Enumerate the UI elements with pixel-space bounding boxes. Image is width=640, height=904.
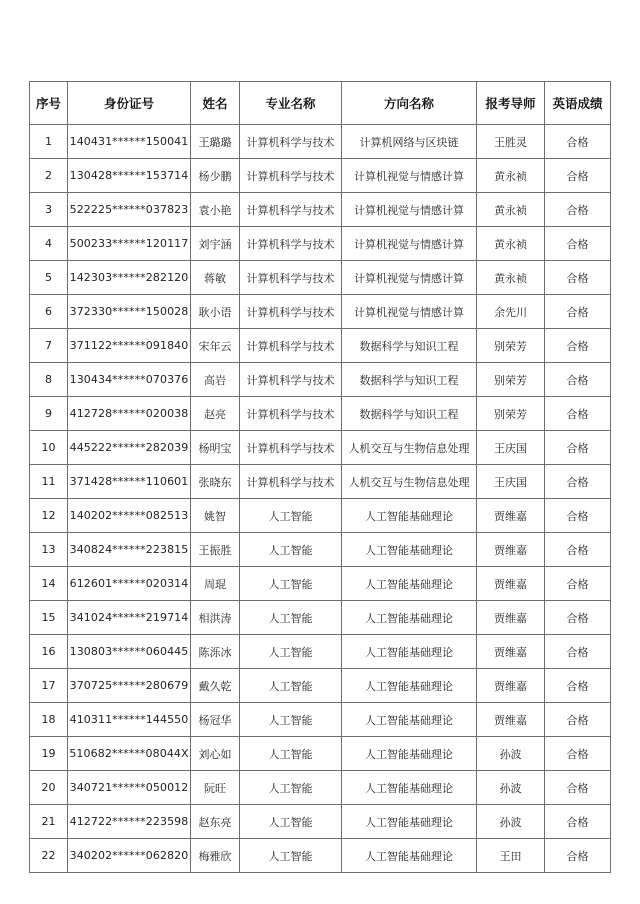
table-body [30, 125, 611, 873]
cell-name: 宋年云 [191, 329, 240, 363]
cell-direction: 人工智能基础理论 [342, 771, 477, 805]
cell-tutor: 王胜灵 [477, 125, 545, 159]
cell-direction: 数据科学与知识工程 [342, 329, 477, 363]
cell-seq: 21 [30, 805, 68, 839]
cell-name: 赵东亮 [191, 805, 240, 839]
cell-id: 341024******219714 [68, 601, 191, 635]
cell-english: 合格 [545, 193, 611, 227]
cell-english: 合格 [545, 805, 611, 839]
cell-direction: 人工智能基础理论 [342, 499, 477, 533]
table-row [30, 499, 611, 533]
cell-tutor: 黄永祯 [477, 261, 545, 295]
cell-direction: 数据科学与知识工程 [342, 363, 477, 397]
cell-seq: 12 [30, 499, 68, 533]
cell-direction: 人工智能基础理论 [342, 839, 477, 873]
header-direction: 方向名称 [342, 82, 477, 125]
cell-english: 合格 [545, 771, 611, 805]
cell-name: 高岩 [191, 363, 240, 397]
cell-direction: 计算机网络与区块链 [342, 125, 477, 159]
cell-seq: 3 [30, 193, 68, 227]
cell-id: 370725******280679 [68, 669, 191, 703]
cell-seq: 10 [30, 431, 68, 465]
cell-name: 耿小语 [191, 295, 240, 329]
table-row [30, 771, 611, 805]
cell-id: 371122******091840 [68, 329, 191, 363]
cell-english: 合格 [545, 329, 611, 363]
cell-major: 计算机科学与技术 [240, 193, 342, 227]
cell-seq: 9 [30, 397, 68, 431]
cell-tutor: 黄永祯 [477, 159, 545, 193]
cell-english: 合格 [545, 125, 611, 159]
cell-english: 合格 [545, 465, 611, 499]
table-row [30, 465, 611, 499]
cell-major: 计算机科学与技术 [240, 397, 342, 431]
cell-tutor: 孙波 [477, 737, 545, 771]
cell-tutor: 别荣芳 [477, 329, 545, 363]
table-row [30, 805, 611, 839]
cell-direction: 数据科学与知识工程 [342, 397, 477, 431]
cell-id: 130434******070376 [68, 363, 191, 397]
cell-id: 340721******050012 [68, 771, 191, 805]
cell-name: 杨明宝 [191, 431, 240, 465]
cell-id: 140431******150041 [68, 125, 191, 159]
cell-major: 计算机科学与技术 [240, 227, 342, 261]
cell-tutor: 贾维嘉 [477, 567, 545, 601]
cell-id: 140202******082513 [68, 499, 191, 533]
cell-direction: 人机交互与生物信息处理 [342, 465, 477, 499]
cell-major: 人工智能 [240, 805, 342, 839]
table-row [30, 601, 611, 635]
table-row [30, 295, 611, 329]
table-row [30, 193, 611, 227]
cell-major: 计算机科学与技术 [240, 159, 342, 193]
cell-id: 130428******153714 [68, 159, 191, 193]
table-row [30, 669, 611, 703]
header-major: 专业名称 [240, 82, 342, 125]
table-row [30, 635, 611, 669]
cell-seq: 18 [30, 703, 68, 737]
cell-seq: 8 [30, 363, 68, 397]
cell-seq: 4 [30, 227, 68, 261]
cell-direction: 计算机视觉与情感计算 [342, 261, 477, 295]
table-row [30, 125, 611, 159]
cell-english: 合格 [545, 363, 611, 397]
cell-tutor: 王田 [477, 839, 545, 873]
cell-direction: 计算机视觉与情感计算 [342, 159, 477, 193]
cell-name: 梅雅欣 [191, 839, 240, 873]
table-row [30, 159, 611, 193]
cell-id: 371428******110601 [68, 465, 191, 499]
cell-direction: 人工智能基础理论 [342, 669, 477, 703]
table-row [30, 431, 611, 465]
cell-direction: 计算机视觉与情感计算 [342, 295, 477, 329]
cell-english: 合格 [545, 703, 611, 737]
table-row [30, 227, 611, 261]
cell-english: 合格 [545, 601, 611, 635]
cell-tutor: 余先川 [477, 295, 545, 329]
cell-english: 合格 [545, 261, 611, 295]
cell-id: 372330******150028 [68, 295, 191, 329]
cell-direction: 人工智能基础理论 [342, 805, 477, 839]
cell-major: 计算机科学与技术 [240, 329, 342, 363]
cell-direction: 计算机视觉与情感计算 [342, 227, 477, 261]
cell-tutor: 贾维嘉 [477, 601, 545, 635]
header-seq: 序号 [30, 82, 68, 125]
cell-id: 142303******282120 [68, 261, 191, 295]
cell-seq: 19 [30, 737, 68, 771]
cell-tutor: 贾维嘉 [477, 703, 545, 737]
cell-name: 周琨 [191, 567, 240, 601]
cell-english: 合格 [545, 159, 611, 193]
table-row [30, 839, 611, 873]
table-row [30, 567, 611, 601]
cell-id: 340824******223815 [68, 533, 191, 567]
cell-english: 合格 [545, 295, 611, 329]
cell-major: 计算机科学与技术 [240, 125, 342, 159]
cell-id: 412728******020038 [68, 397, 191, 431]
cell-major: 人工智能 [240, 737, 342, 771]
cell-id: 412722******223598 [68, 805, 191, 839]
cell-tutor: 贾维嘉 [477, 499, 545, 533]
header-tutor: 报考导师 [477, 82, 545, 125]
cell-name: 陈泺冰 [191, 635, 240, 669]
header-name: 姓名 [191, 82, 240, 125]
cell-direction: 人工智能基础理论 [342, 703, 477, 737]
cell-name: 蒋敏 [191, 261, 240, 295]
table-row [30, 533, 611, 567]
cell-seq: 16 [30, 635, 68, 669]
cell-english: 合格 [545, 227, 611, 261]
cell-tutor: 贾维嘉 [477, 533, 545, 567]
cell-tutor: 贾维嘉 [477, 635, 545, 669]
cell-id: 510682******08044X [68, 737, 191, 771]
cell-id: 522225******037823 [68, 193, 191, 227]
cell-name: 王璐璐 [191, 125, 240, 159]
table-row [30, 261, 611, 295]
cell-direction: 人工智能基础理论 [342, 533, 477, 567]
cell-major: 计算机科学与技术 [240, 261, 342, 295]
cell-major: 人工智能 [240, 669, 342, 703]
cell-major: 计算机科学与技术 [240, 363, 342, 397]
cell-major: 人工智能 [240, 499, 342, 533]
cell-name: 赵亮 [191, 397, 240, 431]
cell-seq: 2 [30, 159, 68, 193]
header-id: 身份证号 [68, 82, 191, 125]
cell-tutor: 孙波 [477, 771, 545, 805]
cell-major: 人工智能 [240, 533, 342, 567]
cell-seq: 1 [30, 125, 68, 159]
cell-id: 410311******144550 [68, 703, 191, 737]
cell-tutor: 别荣芳 [477, 363, 545, 397]
cell-tutor: 黄永祯 [477, 193, 545, 227]
cell-id: 612601******020314 [68, 567, 191, 601]
cell-seq: 7 [30, 329, 68, 363]
cell-tutor: 孙波 [477, 805, 545, 839]
cell-english: 合格 [545, 499, 611, 533]
cell-english: 合格 [545, 839, 611, 873]
cell-english: 合格 [545, 397, 611, 431]
table-row [30, 363, 611, 397]
cell-major: 人工智能 [240, 839, 342, 873]
cell-seq: 22 [30, 839, 68, 873]
cell-english: 合格 [545, 533, 611, 567]
table-row [30, 737, 611, 771]
cell-tutor: 贾维嘉 [477, 669, 545, 703]
cell-seq: 20 [30, 771, 68, 805]
cell-major: 人工智能 [240, 601, 342, 635]
admission-roster-table [29, 81, 611, 873]
cell-direction: 人工智能基础理论 [342, 601, 477, 635]
cell-major: 人工智能 [240, 635, 342, 669]
cell-direction: 人工智能基础理论 [342, 737, 477, 771]
cell-major: 人工智能 [240, 771, 342, 805]
cell-english: 合格 [545, 431, 611, 465]
cell-name: 袁小艳 [191, 193, 240, 227]
table-row [30, 397, 611, 431]
cell-english: 合格 [545, 567, 611, 601]
cell-id: 130803******060445 [68, 635, 191, 669]
cell-seq: 5 [30, 261, 68, 295]
header-english: 英语成绩 [545, 82, 611, 125]
cell-direction: 人工智能基础理论 [342, 635, 477, 669]
cell-id: 500233******120117 [68, 227, 191, 261]
cell-english: 合格 [545, 737, 611, 771]
cell-seq: 11 [30, 465, 68, 499]
cell-major: 人工智能 [240, 703, 342, 737]
cell-english: 合格 [545, 669, 611, 703]
cell-name: 王振胜 [191, 533, 240, 567]
cell-seq: 14 [30, 567, 68, 601]
cell-seq: 6 [30, 295, 68, 329]
cell-direction: 计算机视觉与情感计算 [342, 193, 477, 227]
cell-english: 合格 [545, 635, 611, 669]
cell-id: 445222******282039 [68, 431, 191, 465]
cell-name: 刘心如 [191, 737, 240, 771]
cell-seq: 15 [30, 601, 68, 635]
cell-seq: 17 [30, 669, 68, 703]
cell-tutor: 王庆国 [477, 431, 545, 465]
cell-name: 杨冠华 [191, 703, 240, 737]
cell-tutor: 别荣芳 [477, 397, 545, 431]
cell-name: 戴久乾 [191, 669, 240, 703]
cell-major: 计算机科学与技术 [240, 431, 342, 465]
cell-major: 计算机科学与技术 [240, 295, 342, 329]
cell-name: 杨少鹏 [191, 159, 240, 193]
cell-direction: 人工智能基础理论 [342, 567, 477, 601]
cell-id: 340202******062820 [68, 839, 191, 873]
cell-name: 张晓东 [191, 465, 240, 499]
cell-name: 姚智 [191, 499, 240, 533]
cell-tutor: 王庆国 [477, 465, 545, 499]
table-row [30, 329, 611, 363]
cell-major: 人工智能 [240, 567, 342, 601]
cell-name: 刘宇涵 [191, 227, 240, 261]
cell-direction: 人机交互与生物信息处理 [342, 431, 477, 465]
cell-tutor: 黄永祯 [477, 227, 545, 261]
table-row [30, 703, 611, 737]
cell-name: 相洪涛 [191, 601, 240, 635]
cell-name: 阮旺 [191, 771, 240, 805]
table-header-row [30, 82, 611, 125]
cell-seq: 13 [30, 533, 68, 567]
cell-major: 计算机科学与技术 [240, 465, 342, 499]
